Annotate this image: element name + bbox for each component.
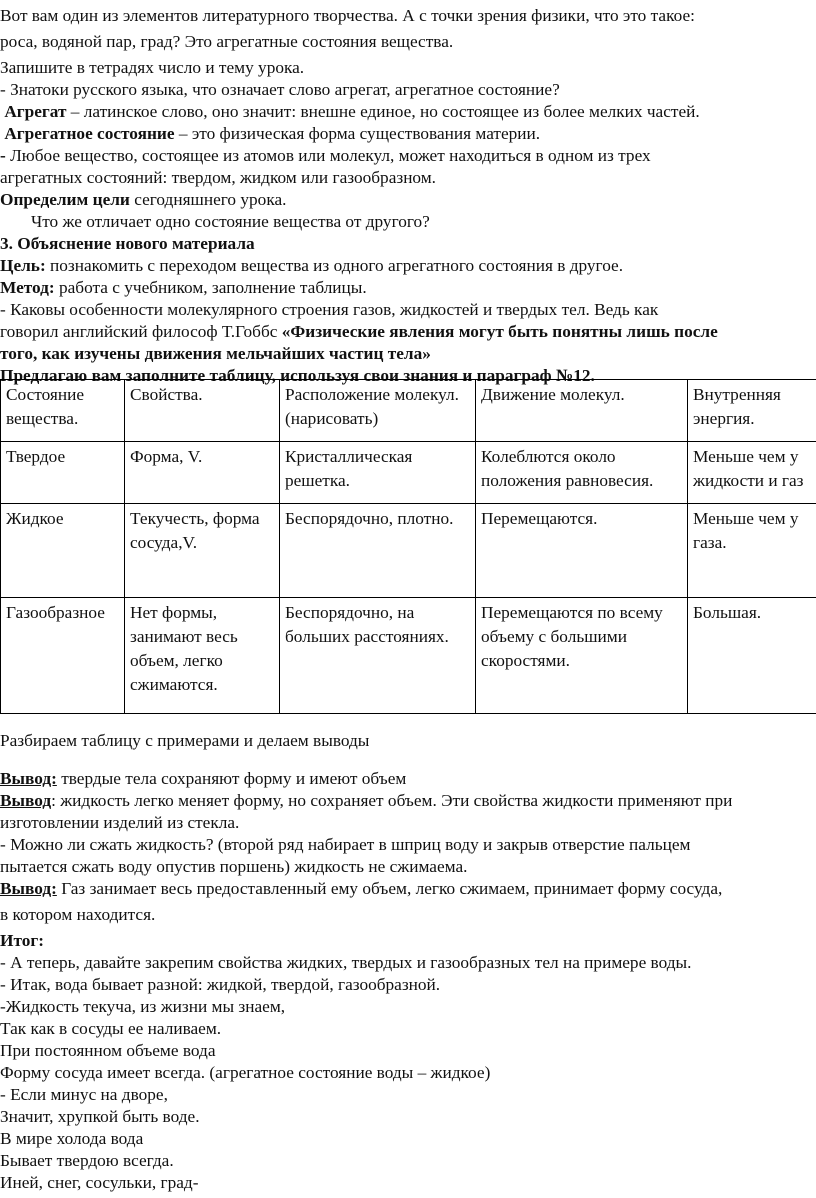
- summary-line: Бывает твердою всегда.: [0, 1151, 174, 1170]
- table-cell: Нет формы, занимают весь объем, легко сжимаются.: [125, 598, 280, 714]
- table-header-row: [1, 380, 816, 442]
- table-cell: Беспорядочно, плотно.: [280, 504, 476, 598]
- any-substance-line: агрегатных состояний: твердом, жидком или газообразном.: [0, 168, 437, 187]
- summary-line: Так как в сосуды ее наливаем.: [0, 1019, 222, 1038]
- text: сегодняшнего урока.: [129, 190, 287, 209]
- term: Вывод:: [0, 879, 57, 898]
- text: Газ занимает весь предоставленный ему объем, легко сжимаем, принимает форму сосуда,: [56, 879, 723, 898]
- text: твердые тела сохраняют форму и имеют объем: [56, 769, 407, 788]
- table-row: [1, 442, 816, 504]
- method-line: [0, 277, 718, 299]
- header-cell: Расположение молекул.(нарисовать): [280, 380, 476, 442]
- text: говорил английский философ Т.Гоббс: [0, 322, 282, 341]
- summary-line: - Итак, вода бывает разной: жидкой, твердой, газообразной.: [0, 975, 441, 994]
- summary-line: -Жидкость текуча, из жизни мы знаем,: [0, 997, 286, 1016]
- table-cell: Жидкое: [1, 504, 125, 598]
- table-cell: Колеблются около положения равновесия.: [476, 442, 688, 504]
- table-intro-text: Предлагаю вам заполните таблицу, используя свои знания и параграф №12.: [0, 366, 595, 385]
- term: Агрегат: [4, 102, 67, 121]
- hobbes-line: - Каковы особенности молекулярного строения газов, жидкостей и твердых тел. Ведь как: [0, 300, 659, 319]
- term: Агрегатное состояние: [4, 124, 175, 143]
- table-cell: Кристаллическая решетка.: [280, 442, 476, 504]
- summary-title-text: Итог:: [0, 931, 44, 950]
- table-cell: Меньше чем у жидкости и газ: [688, 442, 816, 504]
- conclusion-line: [0, 768, 732, 790]
- conclusion-line: [0, 790, 732, 812]
- intro-line: - Знатоки русского языка, что означает слово агрегат, агрегатное состояние?: [0, 80, 560, 99]
- intro-line: роса, водяной пар, град? Это агрегатные состояния вещества.: [0, 32, 454, 51]
- summary-line: Иней, снег, сосульки, град-: [0, 1173, 199, 1192]
- table-cell: Форма, V.: [125, 442, 280, 504]
- header-cell: Внутренняя энергия.: [688, 380, 816, 442]
- any-substance-line: [0, 145, 718, 167]
- term: Метод:: [0, 278, 55, 297]
- term: Цель:: [0, 256, 46, 275]
- hobbes-line: [0, 343, 718, 365]
- text: познакомить с переходом вещества из одного агрегатного состояния в другое.: [45, 256, 624, 275]
- conclusions-block: [0, 730, 732, 1194]
- text: работа с учебником, заполнение таблицы.: [54, 278, 367, 297]
- text: Любое вещество, состоящее из атомов или молекул, может находиться в одном из трех: [5, 146, 651, 165]
- table-cell: Твердое: [1, 442, 125, 504]
- header-cell: Свойства.: [125, 380, 280, 442]
- summary-line: - А теперь, давайте закрепим свойства жидких, твердых и газообразных тел на примере воды.: [0, 953, 692, 972]
- definition-aggregate: [0, 101, 718, 123]
- table-cell: Текучесть, форма сосуда,V.: [125, 504, 280, 598]
- definition-state: [0, 123, 718, 145]
- summary-line: - Если минус на дворе,: [0, 1085, 168, 1104]
- summary-line: В мире холода вода: [0, 1129, 144, 1148]
- intro-line: Запишите в тетрадях число и тему урока.: [0, 58, 305, 77]
- intro-block: [0, 5, 718, 387]
- question-line: Что же отличает одно состояние вещества от другого?: [31, 212, 430, 231]
- table-cell: Перемещаются.: [476, 504, 688, 598]
- header-cell: Состояние вещества.: [1, 380, 125, 442]
- term: Определим цели: [0, 190, 130, 209]
- section-title-text: 3. Объяснение нового материала: [0, 234, 255, 253]
- conclusion-line: изготовлении изделий из стекла.: [0, 813, 240, 832]
- table-cell: Перемещаются по всему объему с большими скоростями.: [476, 598, 688, 714]
- quote: того, как изучены движения мельчайших частиц тела»: [0, 344, 431, 363]
- summary-line: При постоянном объеме вода: [0, 1041, 216, 1060]
- text: : жидкость легко меняет форму, но сохраняет объем. Эти свойства жидкости применяют при: [51, 791, 733, 810]
- aim-line: [0, 255, 718, 277]
- table-row: [1, 598, 816, 714]
- summary-line: Значит, хрупкой быть воде.: [0, 1107, 200, 1126]
- section-title: [0, 233, 718, 255]
- dash: -: [0, 146, 6, 165]
- table-cell: Большая.: [688, 598, 816, 714]
- intro-line: Вот вам один из элементов литературного творчества. А с точки зрения физики, что это такое:: [0, 6, 695, 25]
- table-row: [1, 504, 816, 598]
- header-cell: Движение молекул.: [476, 380, 688, 442]
- quote: «Физические явления могут быть понятны лишь после: [281, 322, 718, 341]
- syringe-line: - Можно ли сжать жидкость? (второй ряд набирает в шприц воду и закрыв отверстие пальцем: [0, 835, 691, 854]
- conclusion-line: [0, 878, 732, 900]
- syringe-line: пытается сжать воду опустив поршень) жидкость не сжимаема.: [0, 857, 468, 876]
- goals-line: [0, 189, 718, 211]
- summary-lines: [0, 952, 732, 1194]
- term: Вывод:: [0, 769, 57, 788]
- hobbes-line: [0, 321, 718, 343]
- definition-text: – это физическая форма существования материи.: [174, 124, 541, 143]
- conclusion-line: в котором находится.: [0, 905, 156, 924]
- table-cell: Беспорядочно, на больших расстояниях.: [280, 598, 476, 714]
- analyze-line: Разбираем таблицу с примерами и делаем выводы: [0, 731, 370, 750]
- table-cell: Меньше чем у газа.: [688, 504, 816, 598]
- summary-line: Форму сосуда имеет всегда. (агрегатное состояние воды – жидкое): [0, 1063, 491, 1082]
- term: Вывод: [0, 791, 52, 810]
- definition-text: – латинское слово, оно значит: внешне единое, но состоящее из более мелких частей.: [66, 102, 700, 121]
- summary-title: [0, 930, 732, 952]
- states-table: [0, 379, 816, 714]
- table-cell: Газообразное: [1, 598, 125, 714]
